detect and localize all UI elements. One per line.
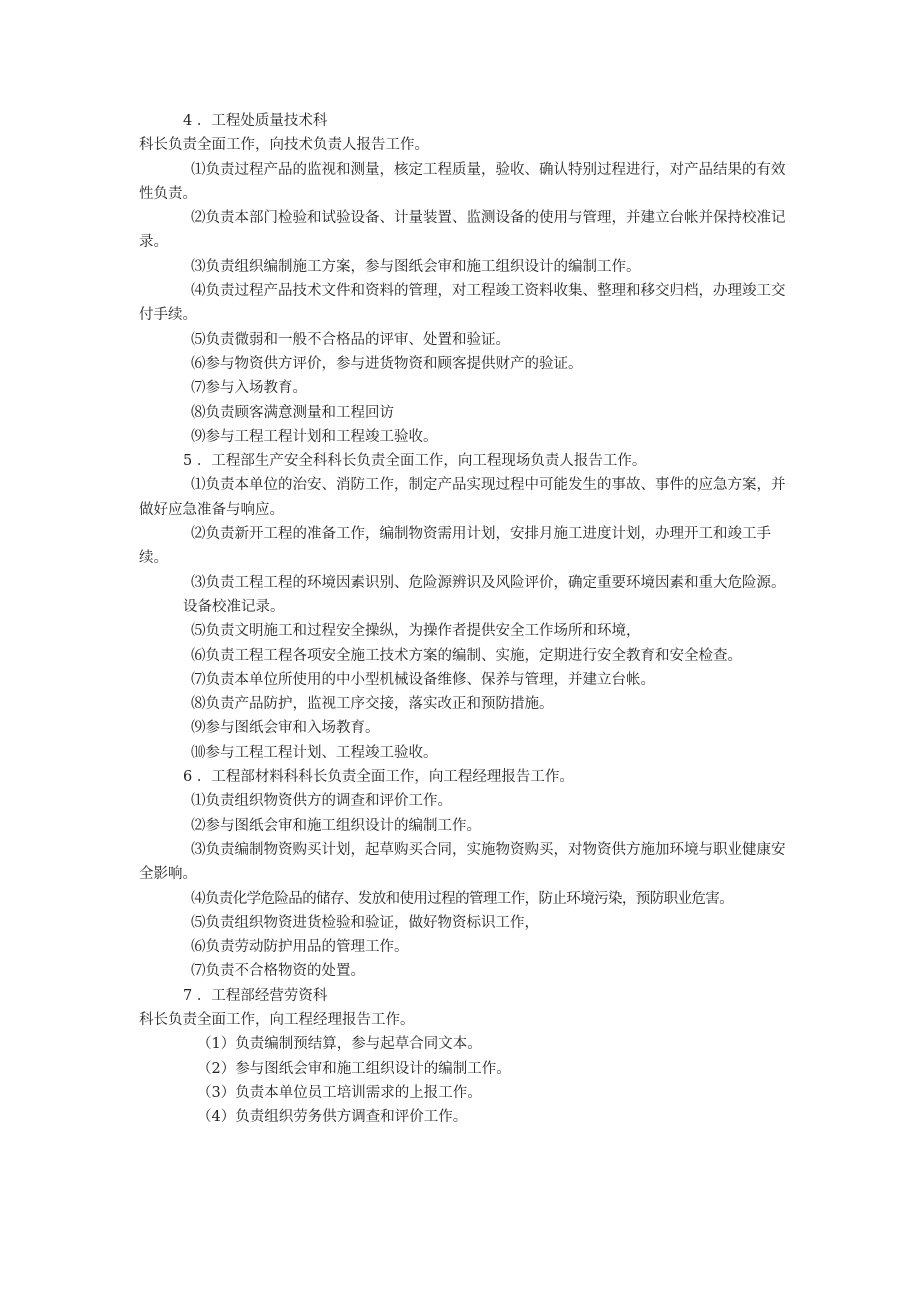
list-item: ⑸负责微弱和一般不合格品的评审、处置和验证。 (191, 331, 510, 348)
list-item: ⑶负责编制物资购买计划，起草购买合同，实施物资购买，对物资供方施加环境与职业健康安全影响。 (139, 841, 786, 883)
list-item: ⑹参与物资供方评价，参与进货物资和顾客提供财产的验证。 (191, 355, 583, 372)
document-body (139, 109, 789, 1129)
section-heading: 6 ．工程部材料科科长负责全面工作，向工程经理报告工作。 (183, 769, 574, 786)
list-item: ⑺参与入场教育。 (191, 380, 307, 397)
list-item: ⑶负责工程工程的环境因素识别、危险源辨识及风险评价，确定重要环境因素和重大危险源。 (191, 574, 786, 591)
list-item: （4）负责组织劳务供方调查和评价工作。 (197, 1109, 468, 1126)
list-item: ⑼参与图纸会审和入场教育。 (191, 720, 380, 737)
list-item: ⑼参与工程工程计划和工程竣工验收。 (191, 428, 438, 445)
list-item: （2）参与图纸会审和施工组织设计的编制工作。 (197, 1060, 511, 1077)
list-item: ⑶负责组织编制施工方案，参与图纸会审和施工组织设计的编制工作。 (191, 258, 641, 275)
list-item: ⑷负责过程产品技术文件和资料的管理，对工程竣工资料收集、整理和移交归档，办理竣工交付手续。 (139, 283, 786, 324)
section-heading: 4 ．工程处质量技术科 (183, 113, 328, 129)
list-item: ⑻负责顾客满意测量和工程回访 (191, 404, 394, 421)
list-item: （3）负责本单位员工培训需求的上报工作。 (197, 1084, 482, 1101)
list-item: ⑹负责劳动防护用品的管理工作。 (191, 939, 409, 956)
list-item: ⑽参与工程工程计划、工程竣工验收。 (191, 744, 438, 761)
list-item: ⑹负责工程工程各项安全施工技术方案的编制、实施，定期进行安全教育和安全检查。 (191, 647, 742, 664)
list-item: ⑴负责组织物资供方的调查和评价工作。 (191, 793, 452, 810)
section-heading: 5 ．工程部生产安全科科长负责全面工作，向工程现场负责人报告工作。 (183, 453, 647, 470)
list-item: ⑸负责文明施工和过程安全操纵，为操作者提供安全工作场所和环境， (191, 623, 641, 640)
list-item: ⑺负责不合格物资的处置。 (191, 963, 365, 980)
paragraph: 科长负责全面工作，向技术负责人报告工作。 (139, 137, 429, 154)
list-item: ⑵参与图纸会审和施工组织设计的编制工作。 (191, 817, 481, 834)
paragraph: 科长负责全面工作，向工程经理报告工作。 (139, 1011, 415, 1028)
section-heading: 7 ．工程部经营劳资科 (183, 987, 328, 1004)
list-item: ⑺负责本单位所使用的中小型机械设备维修、保养与管理，并建立台帐。 (191, 671, 655, 688)
list-item: ⑴负责过程产品的监视和测量，核定工程质量，验收、确认特别过程进行，对产品结果的有效性负责。 (139, 161, 786, 202)
list-item: ⑴负责本单位的治安、消防工作，制定产品实现过程中可能发生的事故、事件的应急方案，并做好应急准备与响应。 (139, 477, 786, 518)
list-item: ⑵负责新开工程的准备工作，编制物资需用计划，安排月施工进度计划，办理开工和竣工手续。 (139, 526, 771, 567)
list-item: ⑷负责化学危险品的储存、发放和使用过程的管理工作，防止环境污染，预防职业危害。 (191, 890, 734, 907)
paragraph: 设备校准记录。 (183, 598, 285, 615)
list-item: ⑵负责本部门检验和试验设备、计量装置、监测设备的使用与管理，并建立台帐并保持校准记录。 (139, 210, 786, 251)
list-item: ⑸负责组织物资进货检验和验证，做好物资标识工作， (191, 914, 539, 931)
list-item: ⑻负责产品防护，监视工序交接，落实改正和预防措施。 (191, 696, 554, 713)
list-item: （1）负责编制预结算，参与起草合同文本。 (197, 1036, 482, 1053)
